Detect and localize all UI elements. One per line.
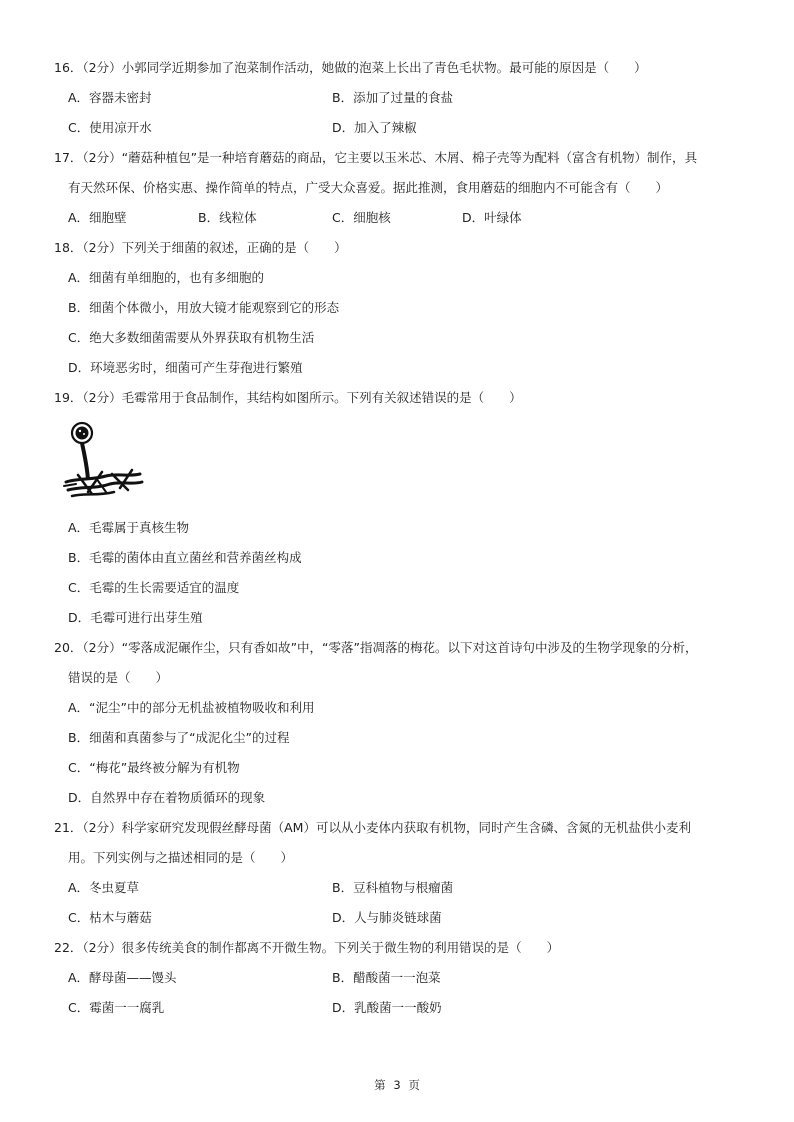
question-17-stem: 17．（2分）“蘑菇种植包”是一种培育蘑菇的商品，它主要以玉米芯、木屑、棉子壳等为配料（富含有机物）制作，具 xyxy=(54,150,698,165)
q21-option-d[interactable]: D．人与肺炎链球菌 xyxy=(332,910,442,925)
question-18-stem: 18．（2分）下列关于细菌的叙述，正确的是（ ） xyxy=(54,240,347,255)
q20-option-c[interactable]: C．“梅花”最终被分解为有机物 xyxy=(68,760,240,775)
page-prefix: 第 xyxy=(374,1078,386,1092)
question-21-stem: 21．（2分）科学家研究发现假丝酵母菌（AM）可以从小麦体内获取有机物，同时产生含磷、含氮的无机盐供小麦利 xyxy=(54,820,691,835)
q21-option-b[interactable]: B．豆科植物与根瘤菌 xyxy=(332,880,454,895)
question-20-stem-cont: 错误的是（ ） xyxy=(68,670,169,685)
page-footer xyxy=(0,1077,794,1093)
question-20-stem: 20．（2分）“零落成泥碾作尘，只有香如故”中，“零落”指凋落的梅花。以下对这首诗句中涉及的生物学现象的分析， xyxy=(54,640,698,655)
q22-option-c[interactable]: C．霉菌一一腐乳 xyxy=(68,1000,165,1015)
mucor-structure-figure xyxy=(62,420,144,502)
q22-option-b[interactable]: B．醋酸菌一一泡菜 xyxy=(332,970,441,985)
question-22-stem: 22．（2分）很多传统美食的制作都离不开微生物。下列关于微生物的利用错误的是（ ） xyxy=(54,940,560,955)
question-19-stem: 19．（2分）毛霉常用于食品制作，其结构如图所示。下列有关叙述错误的是（ ） xyxy=(54,390,522,405)
q16-option-c[interactable]: C．使用凉开水 xyxy=(68,120,152,135)
q16-option-a[interactable]: A．容器未密封 xyxy=(68,90,152,105)
page-suffix: 页 xyxy=(408,1078,420,1092)
q19-option-a[interactable]: A．毛霉属于真核生物 xyxy=(68,520,190,535)
question-16-stem: 16．（2分）小郭同学近期参加了泡菜制作活动，她做的泡菜上长出了青色毛状物。最可能的原因是（ ） xyxy=(54,60,647,75)
q20-option-d[interactable]: D．自然界中存在着物质循环的现象 xyxy=(68,790,266,805)
vegetative-hyphae-icon xyxy=(64,470,142,496)
q20-option-b[interactable]: B．细菌和真菌参与了“成泥化尘”的过程 xyxy=(68,730,290,745)
aerial-hypha-icon xyxy=(82,443,88,480)
q16-option-b[interactable]: B．添加了过量的食盐 xyxy=(332,90,454,105)
sporangium-icon xyxy=(72,423,92,443)
q18-option-c[interactable]: C．绝大多数细菌需要从外界获取有机物生活 xyxy=(68,330,315,345)
q19-option-c[interactable]: C．毛霉的生长需要适宜的温度 xyxy=(68,580,240,595)
q20-option-a[interactable]: A．“泥尘”中的部分无机盐被植物吸收和利用 xyxy=(68,700,315,715)
q18-option-a[interactable]: A．细菌有单细胞的，也有多细胞的 xyxy=(68,270,265,285)
q19-option-b[interactable]: B．毛霉的菌体由直立菌丝和营养菌丝构成 xyxy=(68,550,302,565)
q17-option-a[interactable]: A．细胞壁 xyxy=(68,210,127,225)
question-21-stem-cont: 用。下列实例与之描述相同的是（ ） xyxy=(68,850,294,865)
q17-option-c[interactable]: C．细胞核 xyxy=(332,210,391,225)
q18-option-d[interactable]: D．环境恶劣时，细菌可产生芽孢进行繁殖 xyxy=(68,360,303,375)
page-number: 3 xyxy=(393,1078,401,1092)
q17-option-b[interactable]: B．线粒体 xyxy=(198,210,257,225)
q21-option-c[interactable]: C．枯木与蘑菇 xyxy=(68,910,152,925)
q17-option-d[interactable]: D．叶绿体 xyxy=(462,210,522,225)
q22-option-a[interactable]: A．酵母菌——馒头 xyxy=(68,970,177,985)
q19-option-d[interactable]: D．毛霉可进行出芽生殖 xyxy=(68,610,203,625)
q16-option-d[interactable]: D．加入了辣椒 xyxy=(332,120,417,135)
question-17-stem-cont: 有天然环保、价格实惠、操作简单的特点，广受大众喜爱。据此推测，食用蘑菇的细胞内不可能含有（ ） xyxy=(68,180,669,195)
q18-option-b[interactable]: B．细菌个体微小，用放大镜才能观察到它的形态 xyxy=(68,300,340,315)
q22-option-d[interactable]: D．乳酸菌一一酸奶 xyxy=(332,1000,442,1015)
q21-option-a[interactable]: A．冬虫夏草 xyxy=(68,880,140,895)
